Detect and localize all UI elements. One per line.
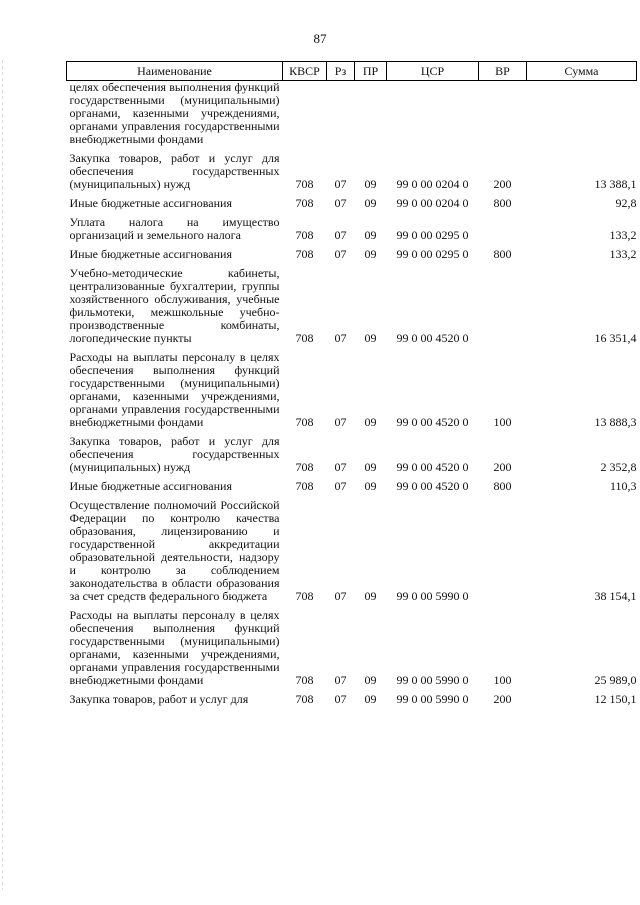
cell-vr: [479, 264, 527, 348]
cell-kvsr: 708: [295, 589, 314, 603]
cell-name: Иные бюджетные ассигнования: [69, 479, 232, 493]
cell-pr: 09: [364, 331, 377, 345]
cell-kvsr: 708: [295, 247, 314, 261]
column-header-name: Наименование: [67, 62, 283, 81]
cell-pr: 09: [364, 247, 377, 261]
cell-name: Уплата налога на имущество организаций и земельного налога: [69, 215, 280, 242]
cell-rz: 07: [334, 177, 347, 191]
cell-vr: 200: [493, 692, 512, 706]
table-header: [67, 62, 637, 81]
cell-rz: 07: [334, 415, 347, 429]
cell-name: Расходы на выплаты персоналу в целях обеспечения выполнения функций государственными (муниципальными) органами, казенными учреждениями, органами управления государственными внебюджетными фондами: [69, 608, 280, 687]
cell-vr: [479, 81, 527, 150]
cell-pr: 09: [364, 460, 377, 474]
cell-sum: 110,3: [609, 479, 637, 493]
cell-sum: 133,2: [609, 228, 637, 242]
cell-pr: [355, 81, 387, 150]
table-body: [67, 81, 637, 710]
cell-vr: [479, 213, 527, 245]
cell-csr: 99 0 00 5990 0: [396, 692, 469, 706]
cell-sum: 13 888,3: [594, 415, 637, 429]
cell-pr: 09: [364, 415, 377, 429]
cell-rz: 07: [334, 196, 347, 210]
cell-sum: 16 351,4: [594, 331, 637, 345]
cell-csr: 99 0 00 4520 0: [396, 460, 469, 474]
cell-csr: [387, 81, 479, 150]
cell-rz: 07: [334, 479, 347, 493]
cell-name: целях обеспечения выполнения функций государственными (муниципальными) органами, казенными учреждениями, органами управления государственными внебюджетными фондами: [69, 80, 280, 146]
cell-pr: 09: [364, 479, 377, 493]
cell-name: Расходы на выплаты персоналу в целях обеспечения выполнения функций государственными (муниципальными) органами, казенными учреждениями, органами управления государственными внебюджетными фондами: [69, 350, 280, 429]
table-row: [67, 245, 637, 264]
cell-kvsr: 708: [295, 196, 314, 210]
table-row: [67, 606, 637, 690]
cell-kvsr: 708: [295, 460, 314, 474]
cell-sum: 12 150,1: [594, 692, 637, 706]
scan-edge-dots: [2, 60, 4, 890]
cell-vr: 800: [493, 196, 512, 210]
cell-kvsr: 708: [295, 177, 314, 191]
table-row: [67, 690, 637, 709]
cell-csr: 99 0 00 4520 0: [396, 479, 469, 493]
page-number: 87: [313, 31, 327, 46]
cell-name: Закупка товаров, работ и услуг для: [69, 692, 249, 706]
table-row: [67, 81, 637, 150]
column-header-rz: Рз: [327, 62, 355, 81]
budget-table: [66, 61, 637, 709]
cell-csr: 99 0 00 0295 0: [396, 228, 469, 242]
cell-kvsr: 708: [295, 415, 314, 429]
table-row: [67, 348, 637, 432]
cell-sum: 133,2: [609, 247, 637, 261]
cell-vr: 100: [493, 673, 512, 687]
cell-csr: 99 0 00 4520 0: [396, 331, 469, 345]
header-row: [67, 62, 637, 81]
cell-rz: 07: [334, 247, 347, 261]
cell-pr: 09: [364, 673, 377, 687]
cell-sum: 92,8: [615, 196, 637, 210]
cell-csr: 99 0 00 5990 0: [396, 589, 469, 603]
cell-kvsr: 708: [295, 228, 314, 242]
cell-rz: [327, 81, 355, 150]
cell-csr: 99 0 00 0204 0: [396, 196, 469, 210]
cell-pr: 09: [364, 692, 377, 706]
cell-name: Учебно-методические кабинеты, централизованные бухгалтерии, группы хозяйственного обслуживания, учебные фильмотеки, межшкольные учебно-производственные комбинаты, логопедические пункты: [69, 266, 280, 345]
cell-sum: 25 989,0: [594, 673, 637, 687]
cell-sum: 13 388,1: [594, 177, 637, 191]
cell-csr: 99 0 00 5990 0: [396, 673, 469, 687]
column-header-kvsr: КВСР: [283, 62, 327, 81]
table-row: [67, 432, 637, 477]
cell-pr: 09: [364, 589, 377, 603]
cell-pr: 09: [364, 177, 377, 191]
table-row: [67, 149, 637, 194]
budget-table-container: [66, 61, 636, 709]
cell-rz: 07: [334, 228, 347, 242]
column-header-pr: ПР: [355, 62, 387, 81]
cell-rz: 07: [334, 692, 347, 706]
cell-kvsr: 708: [295, 331, 314, 345]
cell-sum: 38 154,1: [594, 589, 637, 603]
cell-vr: [479, 496, 527, 606]
cell-sum: 2 352,8: [600, 460, 637, 474]
cell-rz: 07: [334, 673, 347, 687]
cell-vr: 200: [493, 460, 512, 474]
cell-name: Иные бюджетные ассигнования: [69, 247, 232, 261]
cell-csr: 99 0 00 0295 0: [396, 247, 469, 261]
cell-csr: 99 0 00 4520 0: [396, 415, 469, 429]
table-row: [67, 264, 637, 348]
cell-kvsr: [283, 81, 327, 150]
cell-csr: 99 0 00 0204 0: [396, 177, 469, 191]
table-row: [67, 194, 637, 213]
cell-name: Осуществление полномочий Российской Федерации по контролю качества образования, лицензированию и государственной аккредитации образовательной деятельности, надзору и контролю за соблюдением законодательства в области образования за счет средств федерального бюджета: [69, 498, 280, 603]
column-header-csr: ЦСР: [387, 62, 479, 81]
cell-rz: 07: [334, 460, 347, 474]
column-header-vr: ВР: [479, 62, 527, 81]
cell-pr: 09: [364, 228, 377, 242]
cell-kvsr: 708: [295, 692, 314, 706]
table-row: [67, 496, 637, 606]
cell-kvsr: 708: [295, 673, 314, 687]
cell-name: Иные бюджетные ассигнования: [69, 196, 232, 210]
cell-vr: 100: [493, 415, 512, 429]
cell-name: Закупка товаров, работ и услуг для обеспечения государственных (муниципальных) нужд: [69, 434, 280, 474]
column-header-sum: Сумма: [527, 62, 637, 81]
cell-pr: 09: [364, 196, 377, 210]
cell-rz: 07: [334, 589, 347, 603]
cell-name: Закупка товаров, работ и услуг для обеспечения государственных (муниципальных) нужд: [69, 151, 280, 191]
cell-sum: [527, 81, 637, 150]
cell-kvsr: 708: [295, 479, 314, 493]
cell-vr: 200: [493, 177, 512, 191]
table-row: [67, 477, 637, 496]
cell-rz: 07: [334, 331, 347, 345]
cell-vr: 800: [493, 247, 512, 261]
cell-vr: 800: [493, 479, 512, 493]
table-row: [67, 213, 637, 245]
